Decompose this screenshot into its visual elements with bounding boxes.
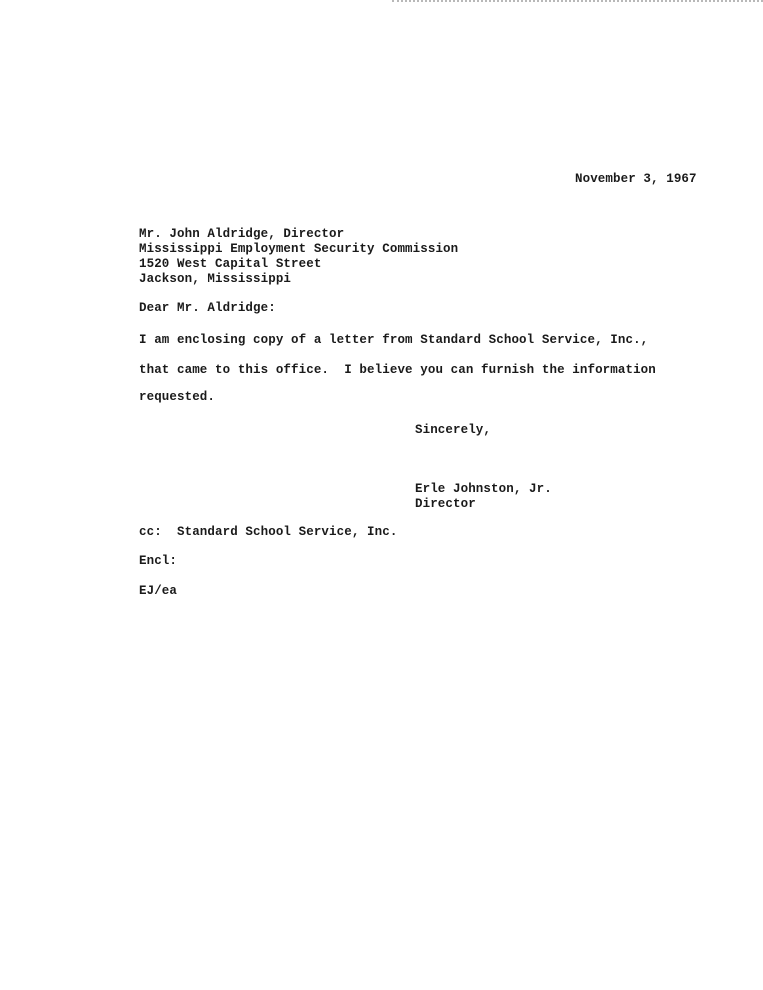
recipient-line-4: Jackson, Mississippi <box>139 272 292 286</box>
enclosure-line: Encl: <box>139 554 178 568</box>
cc-line: cc: Standard School Service, Inc. <box>139 525 398 539</box>
signatory-name: Erle Johnston, Jr. <box>415 482 552 496</box>
closing: Sincerely, <box>415 423 492 437</box>
body-line-3: requested. <box>139 390 216 404</box>
top-edge-dots <box>392 0 763 5</box>
recipient-line-1: Mr. John Aldridge, Director <box>139 227 345 241</box>
salutation: Dear Mr. Aldridge: <box>139 301 276 315</box>
recipient-line-2: Mississippi Employment Security Commission <box>139 242 459 256</box>
letter-date: November 3, 1967 <box>575 172 697 186</box>
signatory-title: Director <box>415 497 476 511</box>
body-line-2: that came to this office. I believe you can furnish the information <box>139 363 656 377</box>
recipient-line-3: 1520 West Capital Street <box>139 257 322 271</box>
typist-initials: EJ/ea <box>139 584 178 598</box>
body-line-1: I am enclosing copy of a letter from Standard School Service, Inc., <box>139 333 649 347</box>
